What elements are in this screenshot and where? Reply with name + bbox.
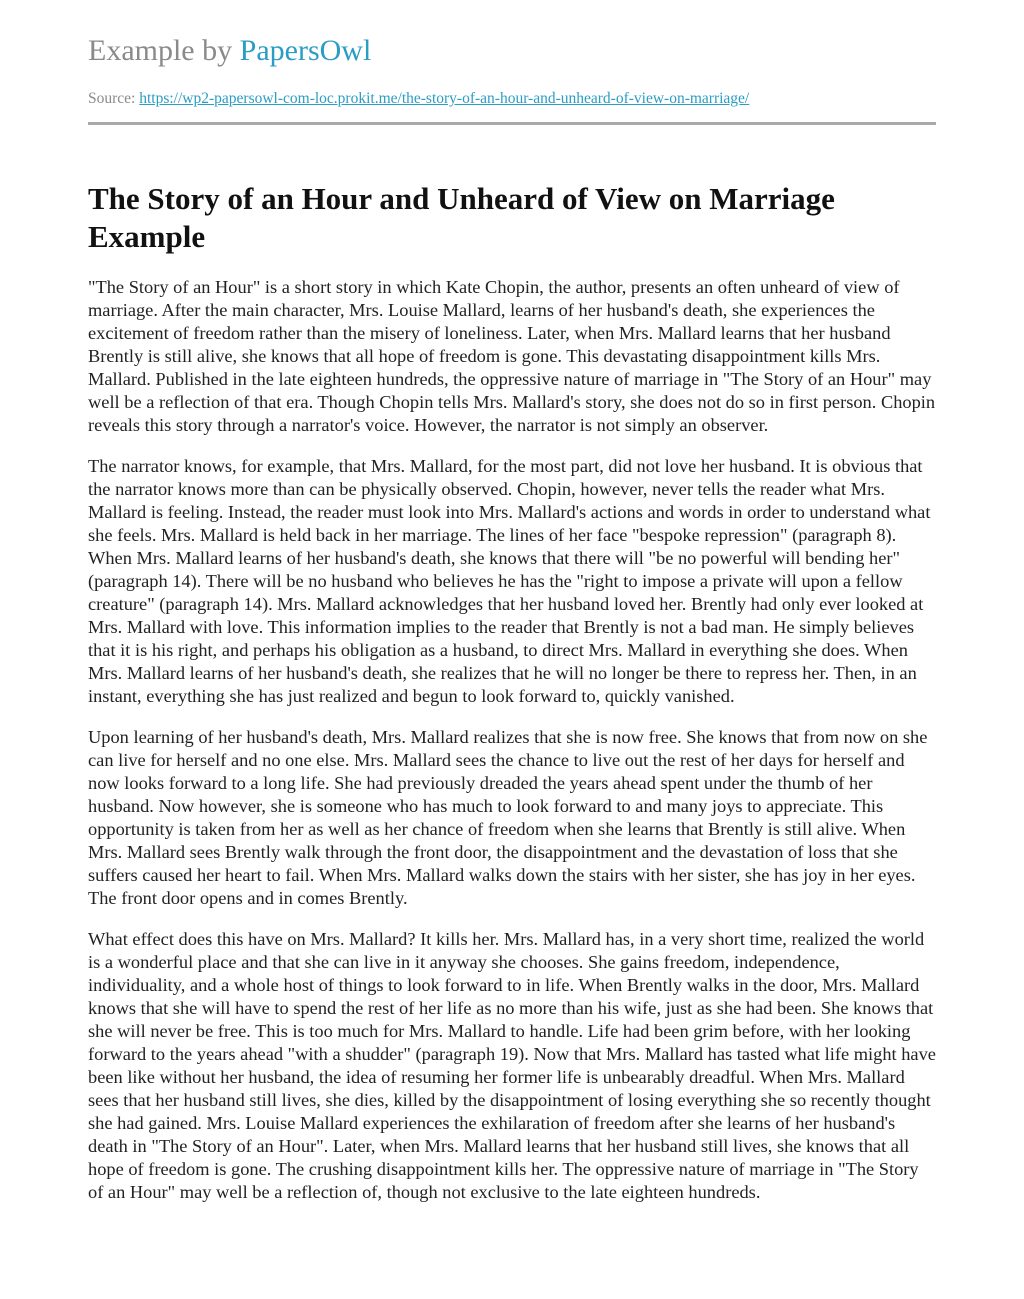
paragraph-2: The narrator knows, for example, that Mrs. Mallard, for the most part, did not love her husband. It is obvious that the narrator knows more than can be physically observed. Chopin, however, never tells the reader what Mrs. Mallard is feeling. Instead, the reader must look into Mrs. Mallard's actions and words in order to understand what she feels. Mrs. Mallard is held back in her marriage. The lines of her face "bespoke repression" (paragraph 8). When Mrs. Mallard learns of her husband's death, she knows that there will "be no powerful will bending her" (paragraph 14). There will be no husband who believes he has the "right to impose a private will upon a fellow creature" (paragraph 14). Mrs. Mallard acknowledges that her husband loved her. Brently had only ever looked at Mrs. Mallard with love. This information implies to the reader that Brently is not a bad man. He simply believes that it is his right, and perhaps his obligation as a husband, to direct Mrs. Mallard in everything she does. When Mrs. Mallard learns of her husband's death, she realizes that he will no longer be there to repress her. Then, in an instant, everything she has just realized and begun to look forward to, quickly vanished. [88,456,931,706]
article-title: The Story of an Hour and Unheard of View on Marriage Example [88,181,835,254]
source-url-link[interactable]: https://wp2-papersowl-com-loc.prokit.me/the-story-of-an-hour-and-unheard-of-view-on-marriage/ [139,90,750,107]
paragraph-4: What effect does this have on Mrs. Mallard? It kills her. Mrs. Mallard has, in a very short time, realized the world is a wonderful place and that she can live in it anyway she chooses. She gains freedom, independence, individuality, and a whole host of things to look forward to in life. When Brently walks in the door, Mrs. Mallard knows that she will have to spend the rest of her life as no more than his wife, just as she had been. She knows that she will never be free. This is too much for Mrs. Mallard to handle. Life had been grim before, with her looking forward to the years ahead "with a shudder" (paragraph 19). Now that Mrs. Mallard has tasted what life might have been like without her husband, the idea of resuming her former life is unbearably dreadful. When Mrs. Mallard sees that her husband still lives, she dies, killed by the disappointment of losing everything she so recently thought she had gained. Mrs. Louise Mallard experiences the exhilaration of freedom after she learns of her husband's death in "The Story of an Hour". Later, when Mrs. Mallard learns that her husband still lives, she knows that all hope of freedom is gone. The crushing disappointment kills her. The oppressive nature of marriage in "The Story of an Hour" may well be a reflection of, though not exclusive to the late eighteen hundreds. [88,929,936,1202]
article-body [88,276,936,1222]
brand-header [88,32,371,70]
brand-prefix: Example by [88,34,240,67]
source-label: Source: [88,90,140,107]
paragraph-3: Upon learning of her husband's death, Mrs. Mallard realizes that she is now free. She knows that from now on she can live for herself and no one else. Mrs. Mallard sees the chance to live out the rest of her days for herself and now looks forward to a long life. She had previously dreaded the years ahead spent under the thumb of her husband. Now however, she is someone who has much to look forward to and many joys to appreciate. This opportunity is taken from her as well as her chance of freedom when she learns that Brently is still alive. When Mrs. Mallard sees Brently walk through the front door, the disappointment and the devastation of loss that she suffers caused her heart to fail. When Mrs. Mallard walks down the stairs with her sister, she has joy in her eyes. The front door opens and in comes Brently. [88,727,928,908]
brand-name-link[interactable]: PapersOwl [239,34,372,67]
header-divider [88,122,936,125]
source-line [88,89,749,109]
paragraph-1: "The Story of an Hour" is a short story in which Kate Chopin, the author, presents an often unheard of view of marriage. After the main character, Mrs. Louise Mallard, learns of her husband's death, she experiences the excitement of freedom rather than the misery of loneliness. Later, when Mrs. Mallard learns that her husband Brently is still alive, she knows that all hope of freedom is gone. This devastating disappointment kills Mrs. Mallard. Published in the late eighteen hundreds, the oppressive nature of marriage in "The Story of an Hour" may well be a reflection of that era. Though Chopin tells Mrs. Mallard's story, she does not do so in first person. Chopin reveals this story through a narrator's voice. However, the narrator is not simply an observer. [88,277,936,435]
